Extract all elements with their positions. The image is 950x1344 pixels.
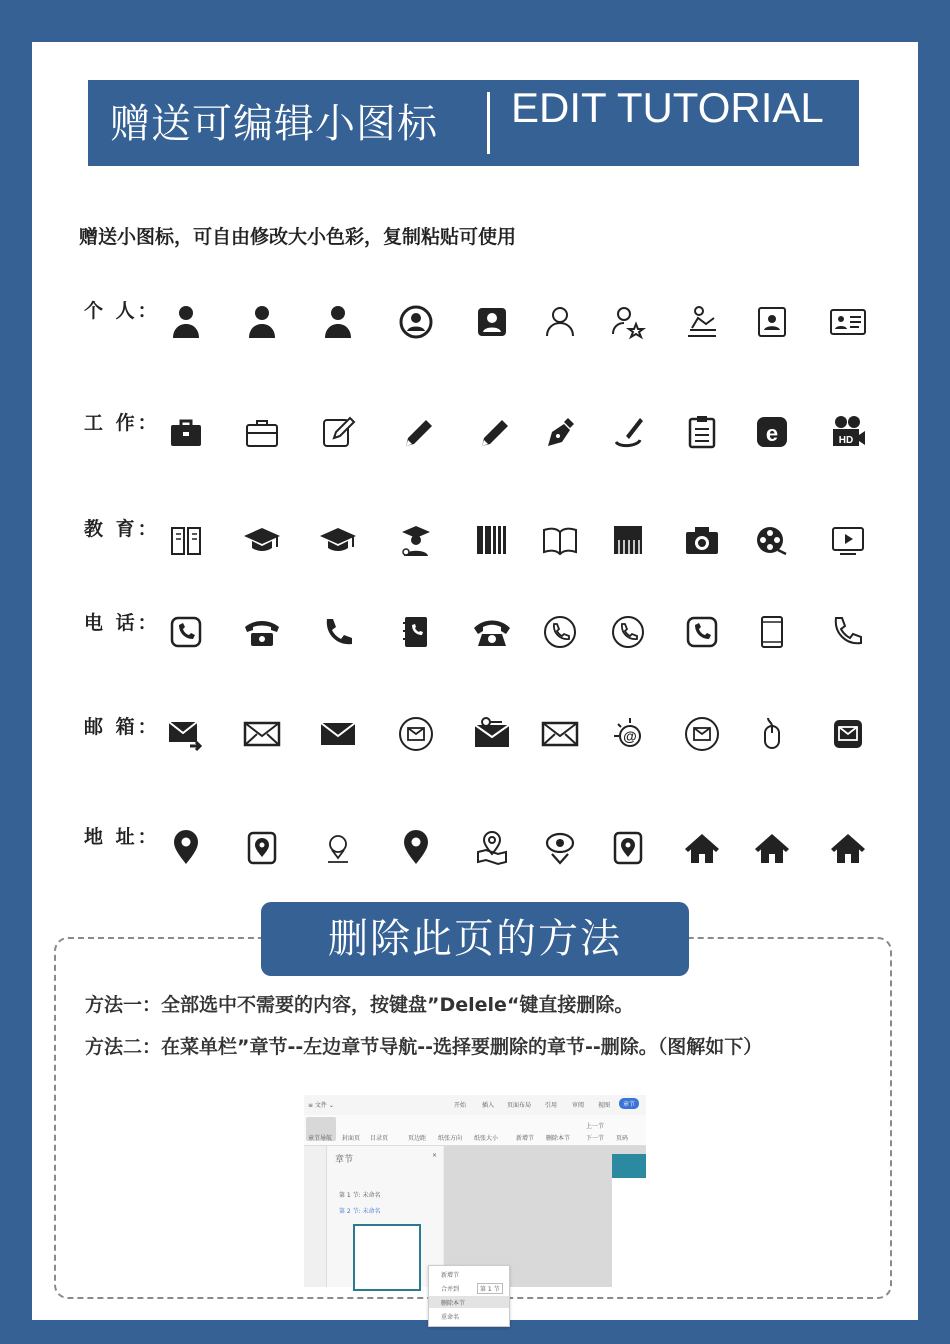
toolbar-toc[interactable]: 目录页 xyxy=(370,1135,389,1142)
menu-file[interactable]: ≡ 文件 ⌄ xyxy=(308,1102,334,1109)
toolbar-margin[interactable]: 页边距 xyxy=(408,1135,427,1142)
briefcase-icon xyxy=(166,412,206,452)
menu-review[interactable]: 审阅 xyxy=(572,1102,585,1109)
contact-card-icon xyxy=(752,302,792,342)
rotary-phone-icon xyxy=(472,612,512,652)
section-panel xyxy=(327,1146,443,1287)
briefcase-outline-icon xyxy=(242,412,282,452)
phone-square-icon xyxy=(166,612,206,652)
menu-start[interactable]: 开始 xyxy=(454,1102,467,1109)
toolbar-size[interactable]: 纸张大小 xyxy=(474,1135,499,1142)
context-add-section[interactable]: 新增节 xyxy=(441,1272,460,1279)
toolbar-page-num[interactable]: 页码 xyxy=(616,1135,629,1142)
open-book-icon xyxy=(540,520,580,560)
mail-outline-icon xyxy=(540,714,580,754)
svg-text:e: e xyxy=(765,421,779,446)
svg-text:@: @ xyxy=(623,728,637,744)
header-divider xyxy=(487,92,490,154)
mail-square-icon xyxy=(828,714,868,754)
film-reel-icon xyxy=(752,520,792,560)
user-square-icon xyxy=(472,302,512,342)
book-icon xyxy=(166,520,206,560)
document-header xyxy=(612,1154,646,1178)
telephone-icon xyxy=(242,612,282,652)
signature-icon xyxy=(608,412,648,452)
map-pin-icon xyxy=(472,828,512,868)
ie-browser-icon xyxy=(752,412,792,452)
user-star-icon xyxy=(608,302,648,342)
mail-send-icon xyxy=(166,714,206,754)
graduation-cap-icon xyxy=(242,520,282,560)
home-icon xyxy=(682,828,722,868)
toolbar xyxy=(304,1115,646,1146)
context-rename[interactable]: 重命名 xyxy=(441,1314,460,1321)
merge-select[interactable]: 第 1 节 xyxy=(477,1283,503,1294)
toolbar-prev[interactable]: 上一节 xyxy=(586,1123,605,1130)
location-outline-icon xyxy=(318,828,358,868)
id-card-icon xyxy=(828,302,868,342)
person-icon xyxy=(318,302,358,342)
row-label-phone: 电 话： xyxy=(84,612,160,634)
person-icon xyxy=(166,302,206,342)
toolbar-cover[interactable]: 封面页 xyxy=(342,1135,361,1142)
mail-circle-icon xyxy=(682,714,722,754)
row-label-address: 地 址： xyxy=(84,826,160,848)
toolbar-nav[interactable]: 章节导航 xyxy=(308,1135,333,1142)
phone-outline-icon xyxy=(828,612,868,652)
phone-icon xyxy=(318,612,358,652)
method-line-2: 方法二：在菜单栏”章节--左边章节导航--选择要删除的章节--删除。（图解如下） xyxy=(85,1036,763,1058)
row-label-mail: 邮 箱： xyxy=(84,716,160,738)
location-pin-icon xyxy=(166,828,206,868)
panel-title: 章节 xyxy=(335,1155,354,1165)
phone-book-icon xyxy=(396,612,436,652)
left-rail xyxy=(304,1146,327,1287)
edit-square-icon xyxy=(318,412,358,452)
header-title-en: EDIT TUTORIAL xyxy=(511,84,824,131)
section-item-2[interactable]: 第 2 节: 未命名 xyxy=(339,1208,381,1215)
student-icon xyxy=(396,520,436,560)
method-line-1: 方法一：全部选中不需要的内容，按键盘”Delele“键直接删除。 xyxy=(85,994,634,1016)
svg-text:HD: HD xyxy=(838,435,854,446)
location-pin-icon xyxy=(396,828,436,868)
menu-bar xyxy=(304,1095,646,1116)
context-delete-section[interactable]: 删除本节 xyxy=(441,1300,466,1307)
location-eye-icon xyxy=(540,828,580,868)
home-icon xyxy=(752,828,792,868)
mail-icon xyxy=(318,714,358,754)
context-merge[interactable]: 合并到 xyxy=(441,1286,460,1293)
phone-circle-icon xyxy=(608,612,648,652)
subtitle: 赠送小图标，可自由修改大小色彩，复制粘贴可使用 xyxy=(79,226,517,248)
row-label-work: 工 作： xyxy=(84,412,160,434)
toolbar-delete-section[interactable]: 删除本节 xyxy=(546,1135,571,1142)
menu-insert[interactable]: 插入 xyxy=(482,1102,495,1109)
location-square-icon xyxy=(608,828,648,868)
user-circle-icon xyxy=(396,302,436,342)
video-screen-icon xyxy=(828,520,868,560)
row-label-personal: 个 人： xyxy=(84,300,160,322)
tablet-icon xyxy=(752,612,792,652)
books-icon xyxy=(472,520,512,560)
pencil-icon xyxy=(396,412,436,452)
row-label-education: 教 育： xyxy=(84,518,160,540)
menu-view[interactable]: 视图 xyxy=(598,1102,611,1109)
menu-layout[interactable]: 页面布局 xyxy=(507,1102,532,1109)
tutorial-screenshot xyxy=(304,1095,646,1321)
header-title-cn: 赠送可编辑小图标 xyxy=(110,101,438,147)
phone-square-icon xyxy=(682,612,722,652)
pen-nib-icon xyxy=(540,412,580,452)
menu-section[interactable]: 章节 xyxy=(619,1098,639,1109)
stamped-mail-icon xyxy=(472,714,512,754)
phone-circle-icon xyxy=(540,612,580,652)
camera-icon xyxy=(682,520,722,560)
menu-reference[interactable]: 引用 xyxy=(545,1102,558,1109)
pencil-icon xyxy=(472,412,512,452)
page xyxy=(32,42,918,1320)
hd-camera-icon xyxy=(828,412,868,452)
user-outline-icon xyxy=(540,302,580,342)
method-title: 删除此页的方法 xyxy=(261,902,689,976)
mail-outline-icon xyxy=(242,714,282,754)
mouse-icon xyxy=(752,714,792,754)
toolbar-orientation[interactable]: 纸张方向 xyxy=(438,1135,463,1142)
person-icon xyxy=(242,302,282,342)
close-icon[interactable]: × xyxy=(432,1152,438,1159)
toolbar-add-section[interactable]: 新增节 xyxy=(516,1135,535,1142)
clipboard-icon xyxy=(682,412,722,452)
header-banner xyxy=(88,80,859,166)
section-item-1[interactable]: 第 1 节: 未命名 xyxy=(339,1192,381,1199)
at-sign-icon xyxy=(608,714,648,754)
user-desk-icon xyxy=(682,302,722,342)
graduation-cap-icon xyxy=(318,520,358,560)
piano-icon xyxy=(608,520,648,560)
mail-circle-icon xyxy=(396,714,436,754)
location-square-icon xyxy=(242,828,282,868)
toolbar-next[interactable]: 下一节 xyxy=(586,1135,605,1142)
home-icon xyxy=(828,828,868,868)
context-menu xyxy=(428,1265,510,1327)
page-thumbnail xyxy=(353,1224,421,1291)
